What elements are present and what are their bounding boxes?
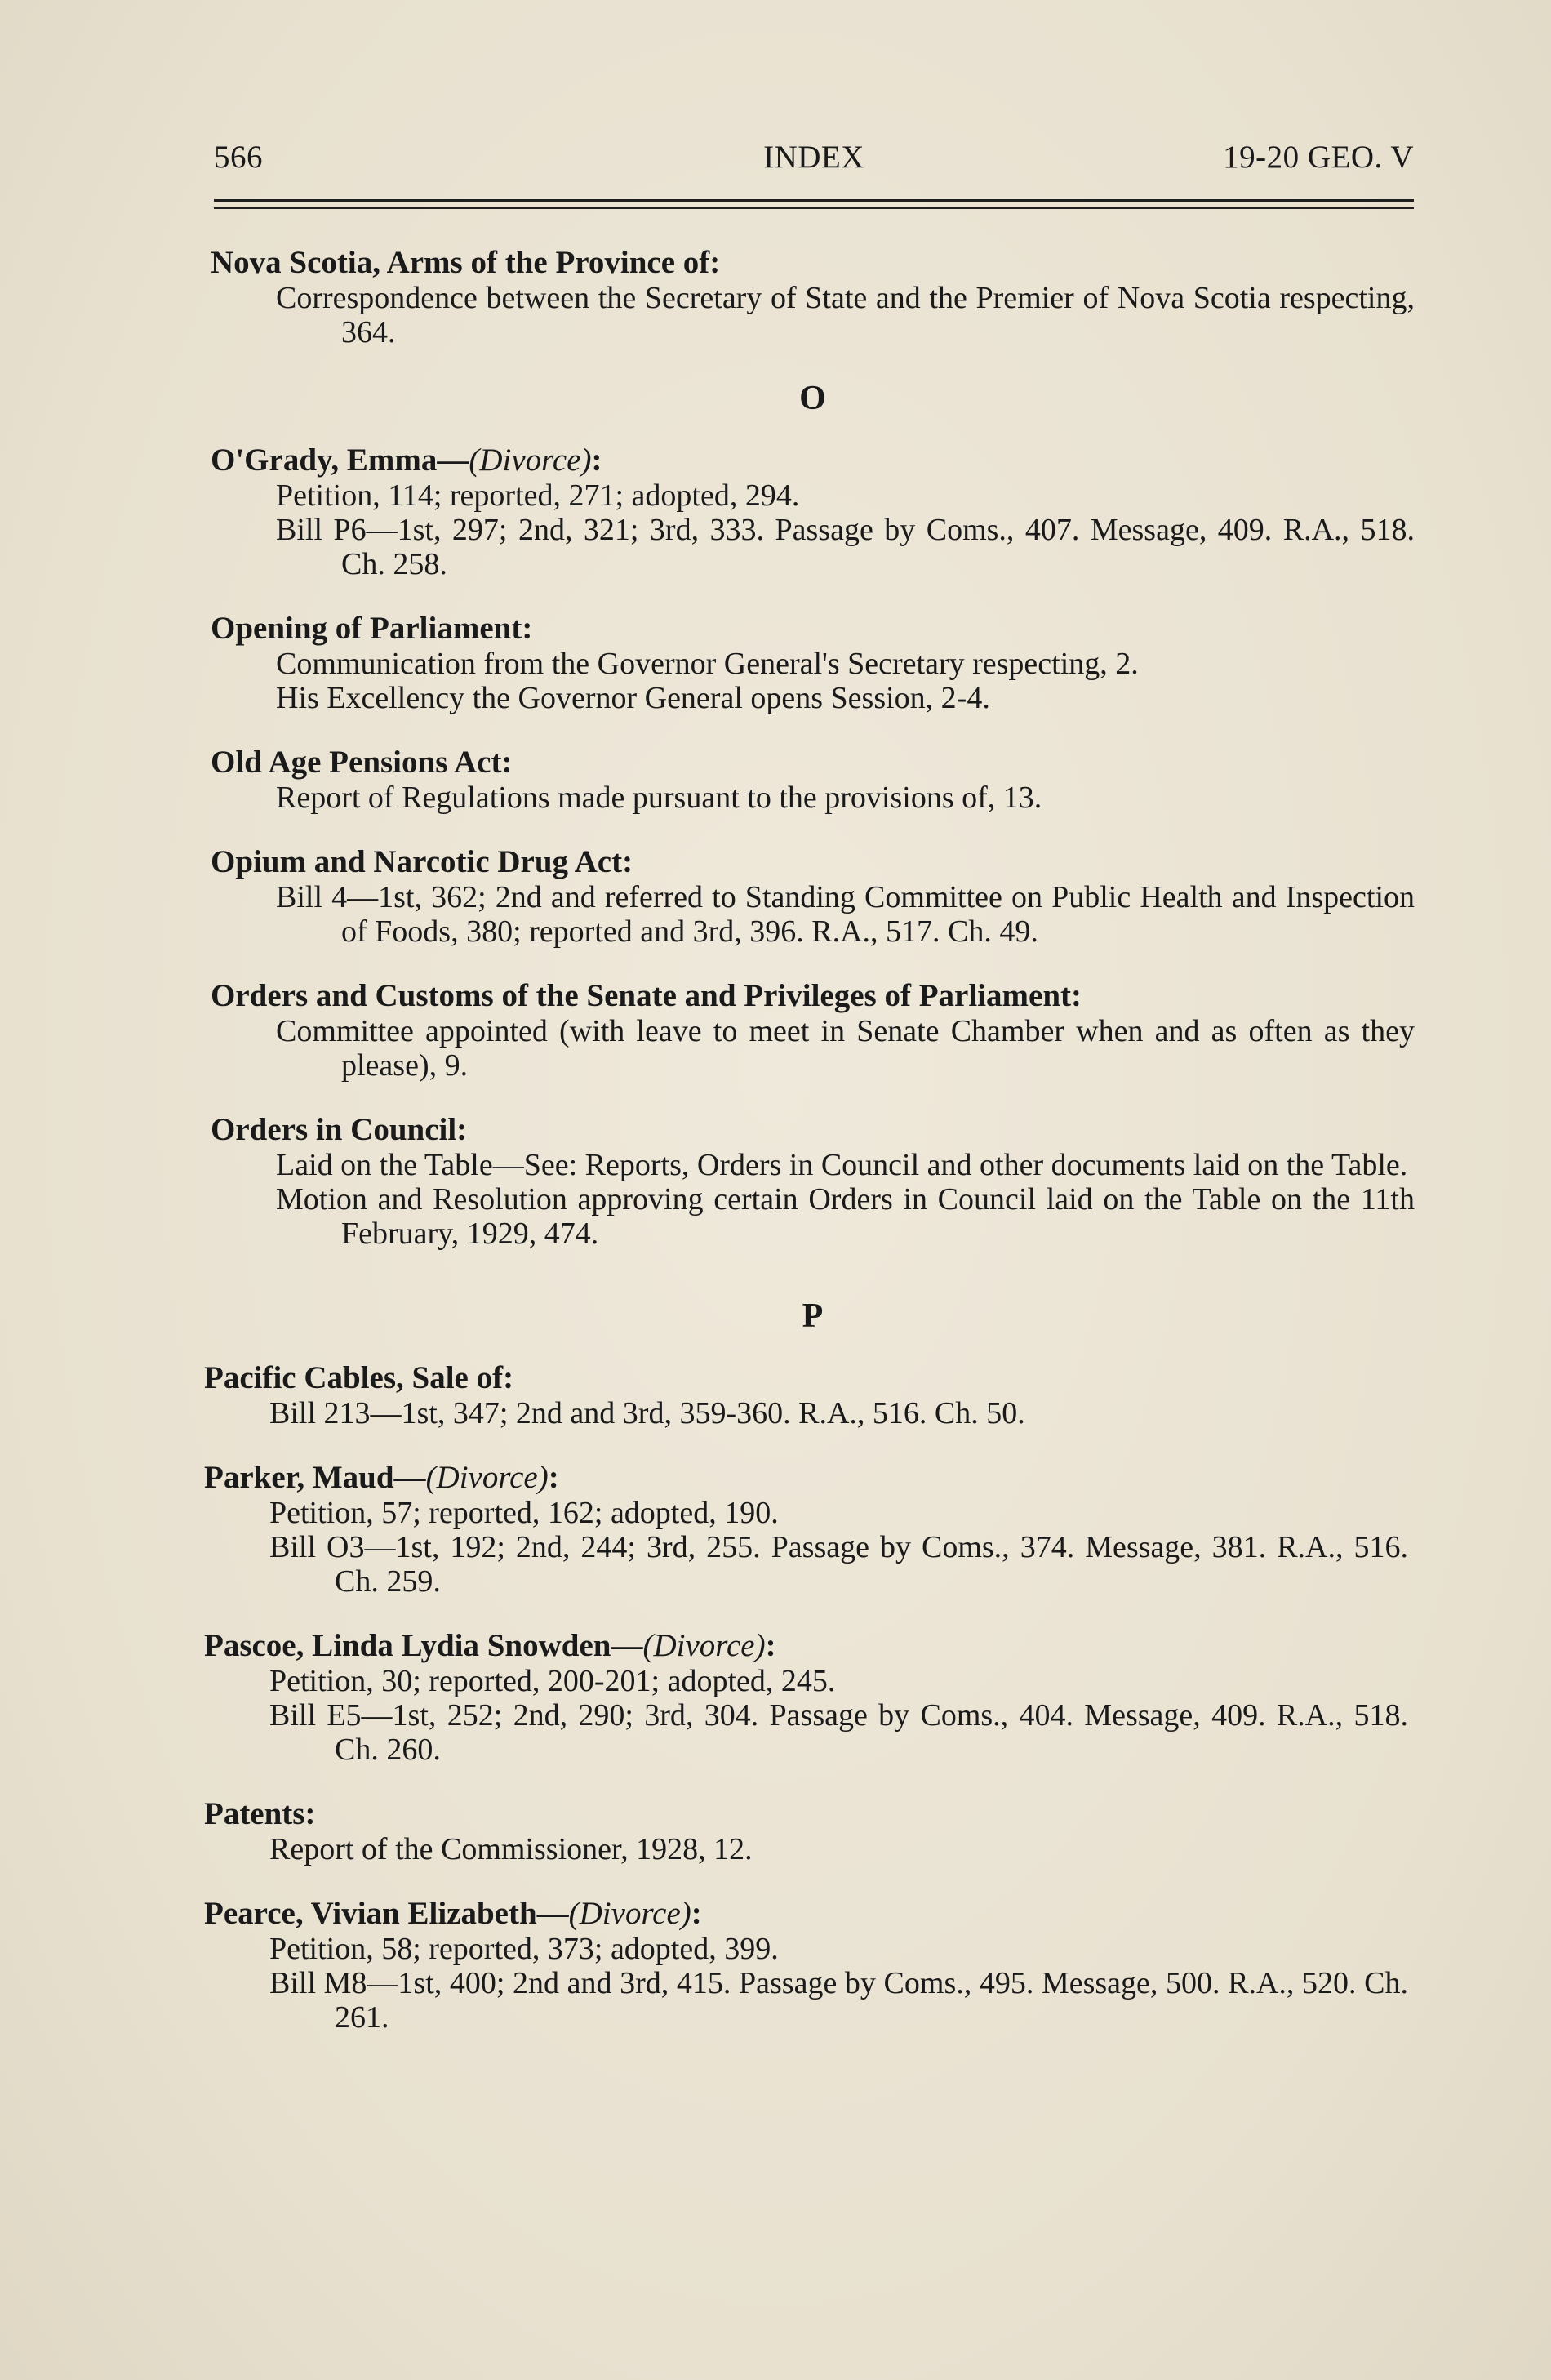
entry-line: Correspondence between the Secretary of State and the Premier of Nova Scotia respecting, 364. [276,281,1415,349]
index-content [0,245,1551,2064]
entry-heading: Opium and Narcotic Drug Act: [211,844,633,879]
index-entry-orders-and-customs [211,978,1415,1083]
entry-line: Bill M8—1st, 400; 2nd and 3rd, 415. Passage by Coms., 495. Message, 500. R.A., 520. Ch. 261. [269,1966,1408,2035]
entry-heading: Old Age Pensions Act: [211,745,513,780]
entry-line: Bill 213—1st, 347; 2nd and 3rd, 359-360. R.A., 516. Ch. 50. [269,1396,1025,1430]
entry-heading: Orders in Council: [211,1112,468,1147]
index-entry-patents [204,1796,1408,1866]
heading-name: Parker, Maud— [204,1460,426,1495]
entry-subentries [204,1932,1408,2035]
entry-heading [204,1628,1408,1664]
entry-line: Laid on the Table—See: Reports, Orders in Council and other documents laid on the Table. [276,1148,1408,1182]
index-entry-opium-act [211,844,1415,949]
page-title: INDEX [763,140,864,175]
entry-heading: Opening of Parliament: [211,611,533,646]
entry-heading [204,1460,1408,1496]
entry-subentries [204,1664,1408,1767]
entry-line: Petition, 58; reported, 373; adopted, 399. [269,1932,779,1966]
entry-line: Bill O3—1st, 192; 2nd, 244; 3rd, 255. Passage by Coms., 374. Message, 381. R.A., 516. Ch. 259. [269,1530,1408,1599]
entry-line: Petition, 57; reported, 162; adopted, 190. [269,1496,779,1530]
index-entry-pacific-cables [204,1360,1408,1430]
entry-line: Communication from the Governor General's Secretary respecting, 2. [276,647,1139,681]
entry-subentries [211,647,1415,715]
heading-tail: : [691,1896,702,1931]
header-rule-top [214,199,1414,202]
heading-tail: : [548,1460,559,1495]
entry-heading [211,443,1415,478]
entry-line: Committee appointed (with leave to meet in Senate Chamber when and as often as they please), 9. [276,1014,1415,1083]
section-letter-o: O [799,380,826,417]
heading-tail: : [591,443,602,478]
index-entry-ogrady [211,443,1415,581]
heading-tail: : [765,1628,776,1663]
entry-heading: Orders and Customs of the Senate and Privileges of Parliament: [211,978,1082,1013]
heading-name: Pascoe, Linda Lydia Snowden— [204,1628,643,1663]
entry-subentries [211,781,1415,815]
index-entry-nova-scotia [211,245,1415,349]
index-entry-parker-maud [204,1460,1408,1599]
heading-italic: (Divorce) [642,1628,766,1663]
page-number: 566 [214,140,263,175]
entry-line: Petition, 114; reported, 271; adopted, 294. [276,478,800,513]
entry-subentries [211,1148,1415,1251]
entry-line: Bill 4—1st, 362; 2nd and referred to Standing Committee on Public Health and Inspection of Foods, 380; reported and 3rd, 396. R.A., 517. Ch. 49. [276,880,1415,949]
header-rule-bottom [214,207,1414,209]
entry-heading [204,1896,1408,1932]
entry-subentries [211,281,1415,349]
entry-line: Motion and Resolution approving certain Orders in Council laid on the Table on the 11th February, 1929, 474. [276,1182,1415,1251]
section-letter-p: P [802,1297,824,1335]
entry-line: Report of the Commissioner, 1928, 12. [269,1832,753,1866]
heading-italic: (Divorce) [568,1896,691,1931]
heading-name: Pearce, Vivian Elizabeth— [204,1896,569,1931]
entry-subentries [204,1832,1408,1866]
index-entry-orders-in-council [211,1112,1415,1251]
entry-subentries [211,1014,1415,1083]
index-entry-pascoe [204,1628,1408,1767]
entry-subentries [211,478,1415,581]
heading-italic: (Divorce) [469,443,592,478]
entry-heading: Patents: [204,1796,316,1831]
entry-line: Bill E5—1st, 252; 2nd, 290; 3rd, 304. Passage by Coms., 404. Message, 409. R.A., 518. Ch. 260. [269,1698,1408,1767]
index-entry-opening-of-parliament [211,611,1415,715]
index-entry-pearce [204,1896,1408,2035]
heading-italic: (Divorce) [425,1460,549,1495]
entry-subentries [204,1496,1408,1599]
entry-heading: Pacific Cables, Sale of: [204,1360,514,1395]
entry-line: Petition, 30; reported, 200-201; adopted, 245. [269,1664,836,1698]
index-entry-old-age-pensions-act [211,745,1415,815]
entry-line: His Excellency the Governor General opens Session, 2-4. [276,681,990,715]
volume-label: 19-20 GEO. V [1223,140,1414,175]
entry-line: Bill P6—1st, 297; 2nd, 321; 3rd, 333. Passage by Coms., 407. Message, 409. R.A., 518. Ch. 258. [276,513,1415,581]
heading-name: O'Grady, Emma— [211,443,469,478]
entry-heading: Nova Scotia, Arms of the Province of: [211,245,721,280]
running-head [214,139,1414,181]
entry-line: Report of Regulations made pursuant to the provisions of, 13. [276,781,1042,815]
entry-subentries [204,1396,1408,1430]
entry-subentries [211,880,1415,949]
